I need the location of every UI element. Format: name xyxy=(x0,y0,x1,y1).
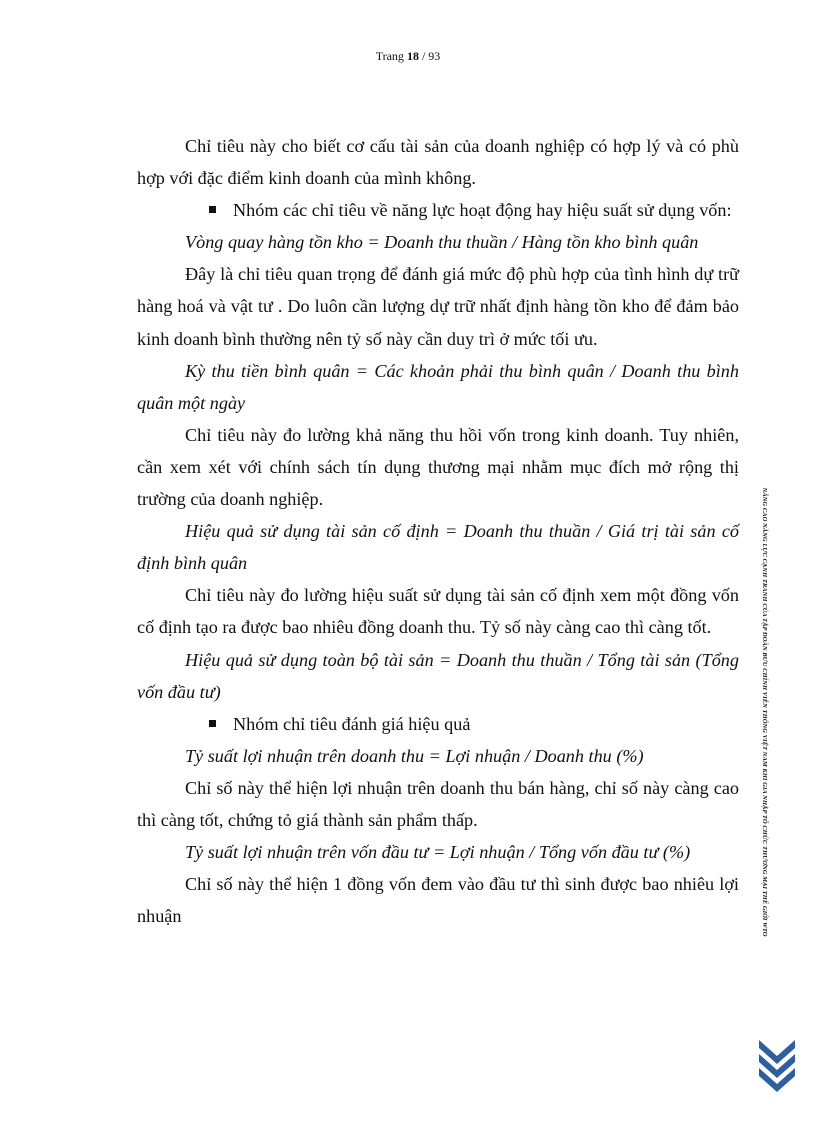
formula: Hiệu quả sử dụng tài sản cố định = Doanh thu thuần / Giá trị tài sản cố định bình quân xyxy=(137,521,739,574)
square-bullet-icon xyxy=(209,206,216,213)
bullet-item xyxy=(137,194,739,226)
triple-chevron-down-icon[interactable] xyxy=(758,1036,796,1092)
paragraph: Chỉ tiêu này đo lường hiệu suất sử dụng tài sản cố định xem một đồng vốn cố định tạo ra được bao nhiêu đồng doanh thu. Tỷ số này càng cao thì càng tốt. xyxy=(137,585,739,638)
bullet-text: Nhóm các chỉ tiêu về năng lực hoạt động hay hiệu suất sử dụng vốn: xyxy=(233,200,732,221)
paragraph: Chỉ tiêu này cho biết cơ cấu tài sản của doanh nghiệp có hợp lý và có phù hợp với đặc điểm kinh doanh của mình không. xyxy=(137,136,739,189)
page-total: 93 xyxy=(428,49,441,63)
page-body xyxy=(137,130,739,932)
page-header xyxy=(0,49,816,63)
square-bullet-icon xyxy=(209,720,216,727)
document-title-sidebar xyxy=(757,432,771,992)
page-label: Trang xyxy=(375,49,407,63)
formula: Vòng quay hàng tồn kho = Doanh thu thuần / Hàng tồn kho bình quân xyxy=(185,232,699,253)
paragraph: Chỉ số này thể hiện lợi nhuận trên doanh thu bán hàng, chỉ số này càng cao thì càng tốt, chứng tỏ giá thành sản phẩm thấp. xyxy=(137,777,739,830)
formula: Tỷ suất lợi nhuận trên doanh thu = Lợi nhuận / Doanh thu (%) xyxy=(185,745,644,766)
sidebar-title: NÂNG CAO NĂNG LỰC CẠNH TRANH CỦA TẬP ĐOÀN BƯU CHÍNH VIỄN THÔNG VIỆT NAM KHI GIA NHẬP TỔ CHỨC THƯƠNG MẠI THẾ GIỚI WTO xyxy=(761,487,768,937)
bullet-text: Nhóm chỉ tiêu đánh giá hiệu quả xyxy=(233,713,471,734)
paragraph: Đây là chỉ tiêu quan trọng để đánh giá mức độ phù hợp của tình hình dự trữ hàng hoá và vật tư . Do luôn cần lượng dự trữ nhất định hàng tồn kho để đảm bảo kinh doanh bình thường nên tỷ số này cần duy trì ở mức tối ưu. xyxy=(137,264,739,349)
page-separator: / xyxy=(418,49,429,63)
formula: Tỷ suất lợi nhuận trên vốn đầu tư = Lợi nhuận / Tổng vốn đầu tư (%) xyxy=(185,842,691,863)
paragraph: Chỉ tiêu này đo lường khả năng thu hồi vốn trong kinh doanh. Tuy nhiên, cần xem xét với chính sách tín dụng thương mại nhằm mục đích mở rộng thị trường của doanh nghiệp. xyxy=(137,424,739,510)
formula: Kỳ thu tiền bình quân = Các khoản phải thu bình quân / Doanh thu bình quân một ngày xyxy=(137,360,739,413)
paragraph: Chỉ số này thể hiện 1 đồng vốn đem vào đầu tư thì sinh được bao nhiêu lợi nhuận xyxy=(137,874,739,927)
page-current: 18 xyxy=(406,49,419,63)
formula: Hiệu quả sử dụng toàn bộ tài sản = Doanh thu thuần / Tổng tài sản (Tổng vốn đầu tư) xyxy=(137,649,739,702)
bullet-item xyxy=(137,708,739,740)
